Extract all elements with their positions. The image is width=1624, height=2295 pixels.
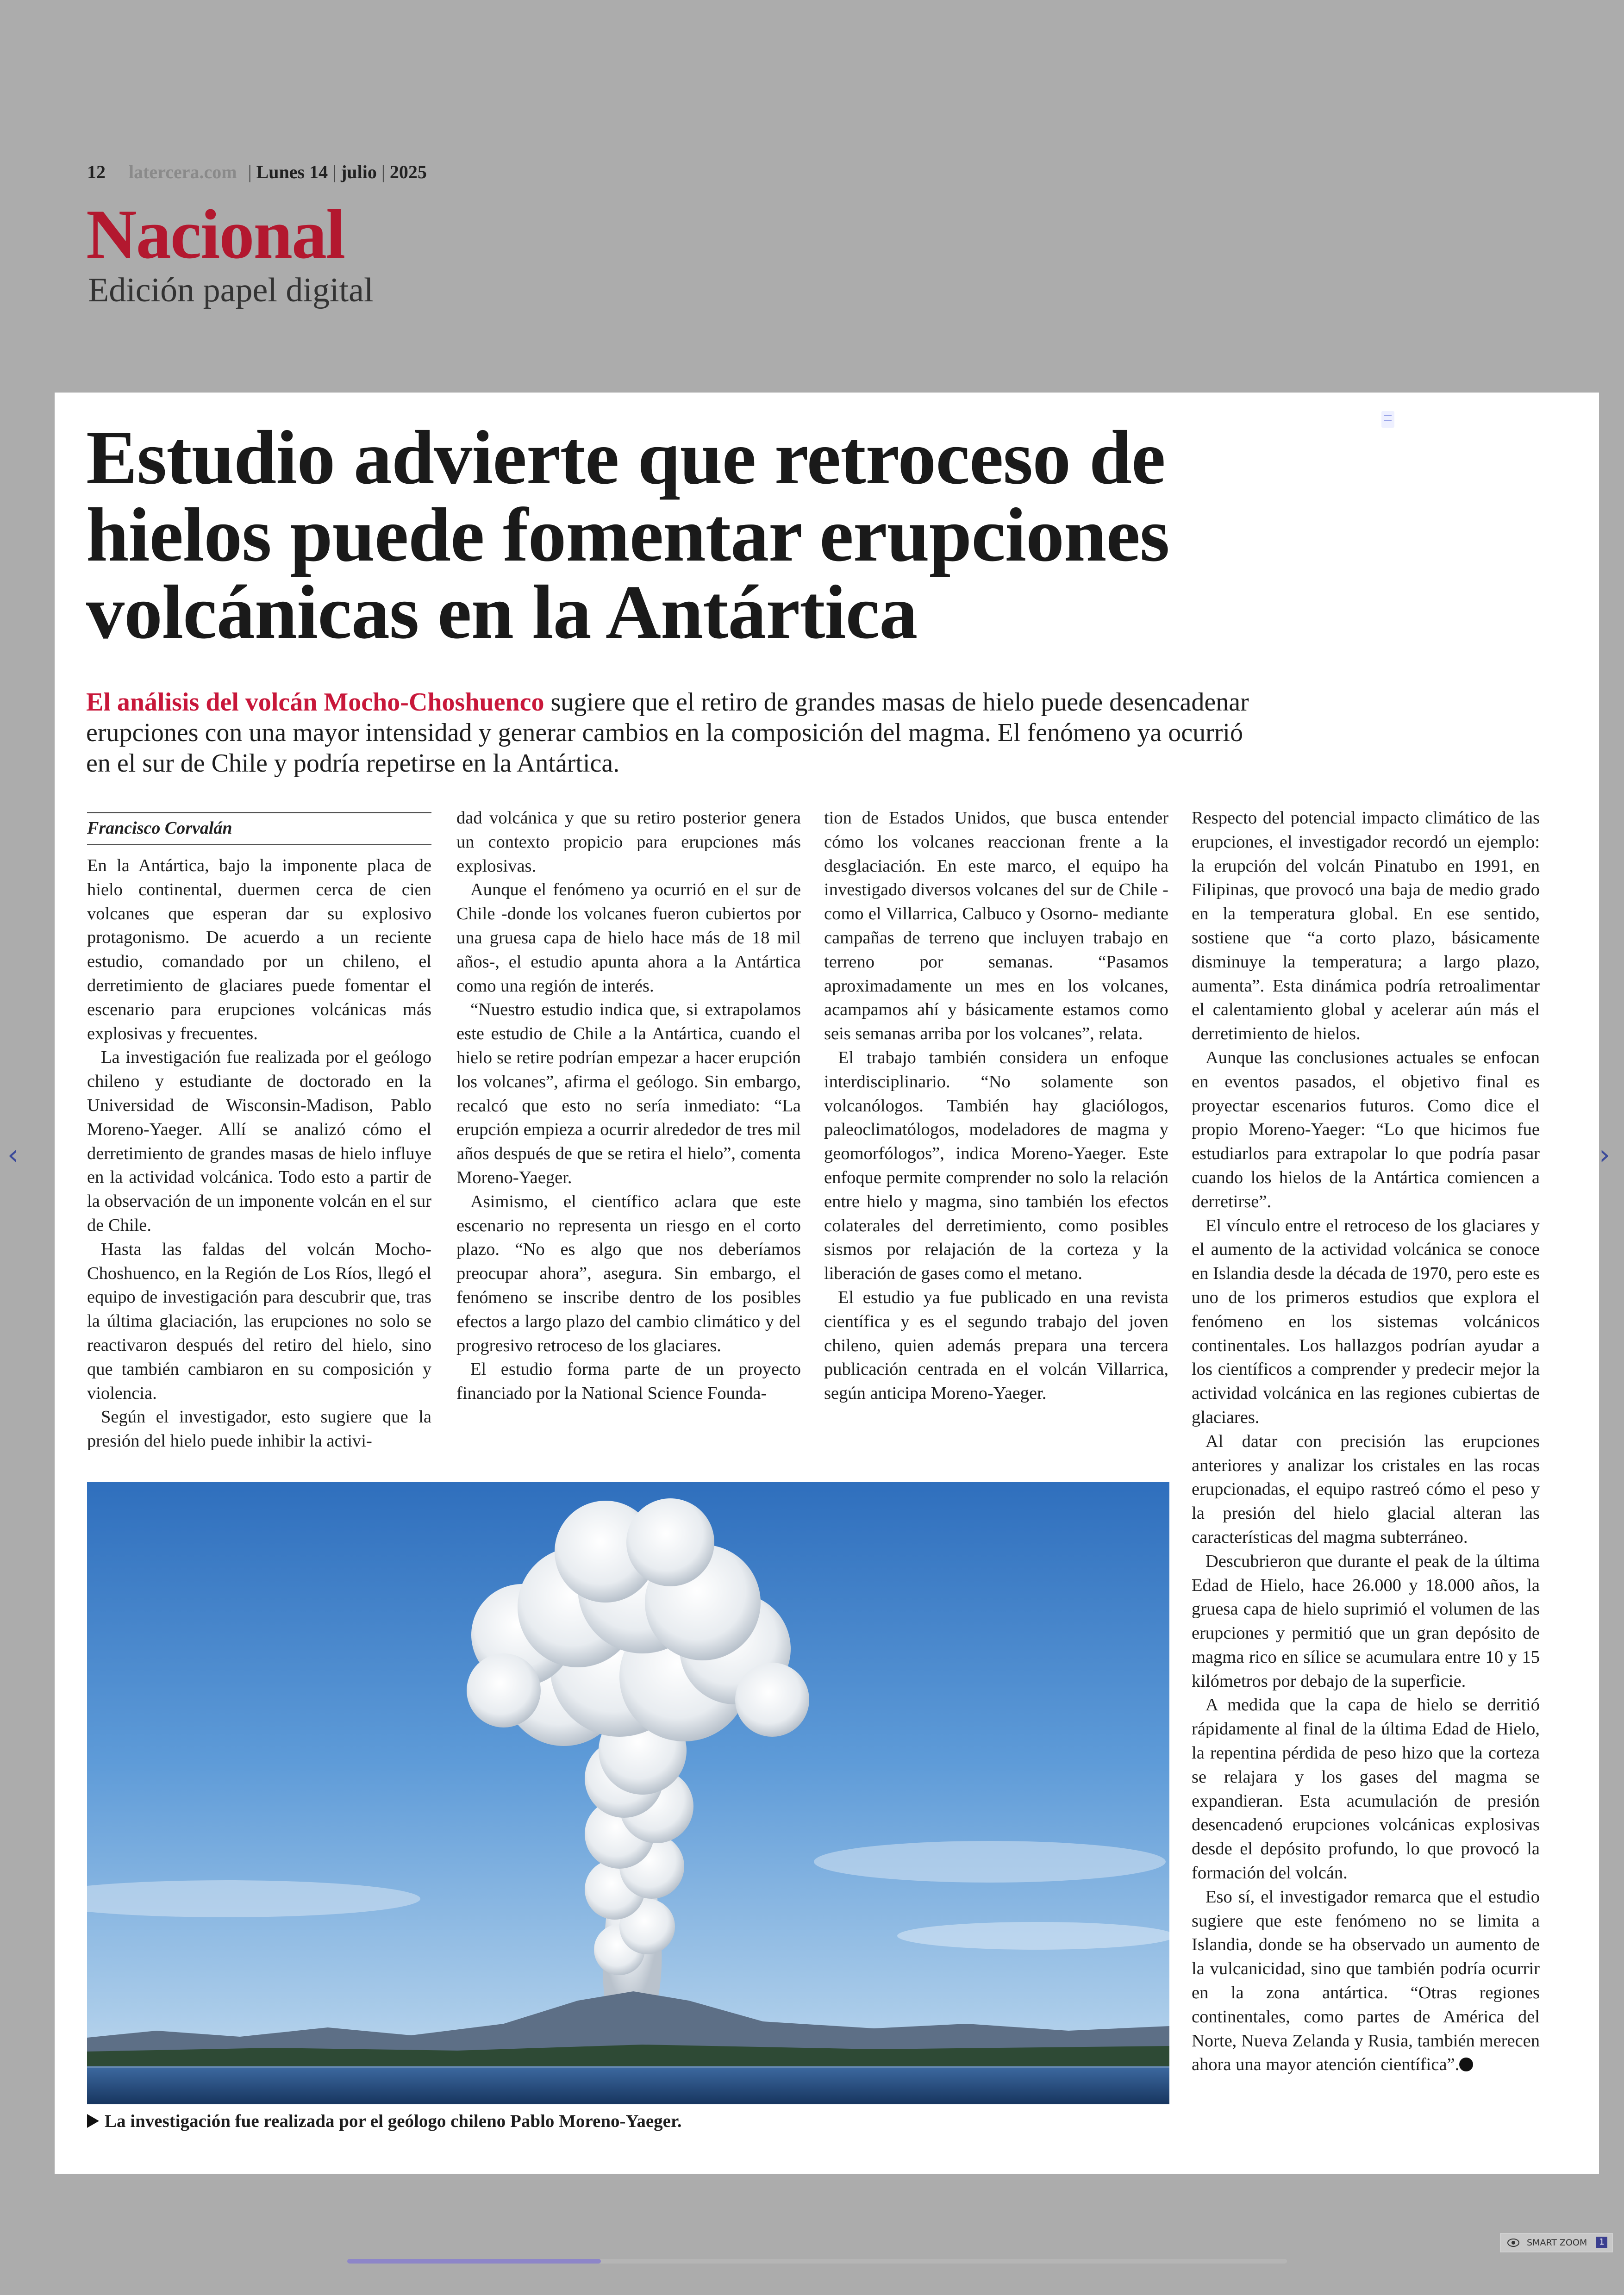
page-number: 12 [87,162,106,182]
article-column-3 [824,806,1168,1406]
issue-month: julio [341,162,377,182]
eye-icon [1507,2239,1519,2247]
paragraph: Según el investigador, esto sugiere que la presión del hielo puede inhibir la activi- [87,1407,431,1451]
page-folio: 12 latercera.com | Lunes 14 | julio | 2025 [87,162,427,182]
paragraph: tion de Estados Unidos, que busca entender cómo los volcanes reaccionan frente a la desglaciación. En este marco, el equipo ha investigado diversos volcanes del sur de Chile -como el Villarrica, Calbuco y Osorno- mediante campañas de terreno que incluyen trabajo en terreno por semanas. “Pasamos aproximadamente un mes en los volcanes, acampamos ahí y básicamente estamos como seis semanas arriba por los volcanes”, relata. [824,808,1168,1044]
progress-fill [347,2259,601,2264]
deck-kicker: El análisis del volcán Mocho-Choshuenco [86,688,544,717]
paragraph: El estudio ya fue publicado en una revista científica y es el segundo trabajo del joven chileno, quien además prepara una tercera publicación centrada en el volcán Villarrica, según anticipa Moreno-Yaeger. [824,1287,1168,1403]
paragraph-text: Eso sí, el investigador remarca que el estudio sugiere que este fenómeno no se limita a Islandia, donde se ha observado un aumento de la vulcanicidad, sino que también podría ocurrir en la zona antártica. “Otras regiones continentales, como partes de América del Norte, Nueva Zelanda y Rusia, también merecen ahora una mayor atención científica”. [1192,1887,1540,2075]
paragraph: Al datar con precisión las erupciones anteriores y analizar los cristales en las rocas erupcionadas, el equipo rastreó cómo el peso y la presión del hielo glacial alteran las características del magma subterráneo. [1192,1431,1540,1547]
paragraph: Descubrieron que durante el peak de la última Edad de Hielo, hace 26.000 y 18.000 años, la gruesa capa de hielo suprimió el volumen de las erupciones y permitió que un gran depósito de magma rico en sílice se acumulara entre 10 y 15 kilómetros por debajo de la superficie. [1192,1551,1540,1691]
caption-triangle-icon [87,2114,99,2128]
page-progress-bar[interactable] [347,2259,1287,2264]
paragraph: El vínculo entre el retroceso de los glaciares y el aumento de la actividad volcánica se conoce en Islandia desde la década de 1970, pero este es uno de los primeros estudios que explora el fenómeno en los sistemas volcánicos continentales. Los hallazgos podrían ayudar a los científicos a comprender y predecir mejor la actividad volcánica en las regiones cubiertas de glaciares. [1192,1216,1540,1427]
issue-day: Lunes 14 [256,162,328,182]
paragraph: dad volcánica y que su retiro posterior genera un contexto propicio para erupciones más explosivas. [456,808,801,876]
paragraph-last [1192,1885,1540,2077]
section-title: Nacional [86,195,345,273]
note-icon[interactable] [1381,411,1394,428]
paragraph: Hasta las faldas del volcán Mocho-Choshuenco, en la Región de Los Ríos, llegó el equipo de investigación para descubrir que, tras la última glaciación, las erupciones no solo se reactivaron después del retiro del hielo, sino que también cambiaron en su composición y violencia. [87,1239,431,1403]
paragraph: La investigación fue realizada por el geólogo chileno y estudiante de doctorado en la Universidad de Wisconsin-Madison, Pablo Moreno-Yaeger. Allí se analizó cómo el derretimiento de grandes masas de hielo influye en la actividad volcánica. Todo esto a partir de la observación de un imponente volcán en el sur de Chile. [87,1048,431,1235]
photo-caption [87,2111,681,2132]
article-byline: Francisco Corvalán [87,812,431,845]
caption-text: La investigación fue realizada por el geólogo chileno Pablo Moreno-Yaeger. [105,2111,682,2131]
paragraph: Respecto del potencial impacto climático de las erupciones, el investigador recordó un ejemplo: la erupción del volcán Pinatubo en 1991, en Filipinas, que provocó una baja de medio grado en la temperatura global. En ese sentido, sostiene que “a corto plazo, básicamente disminuye la temperatura; a largo plazo, aumenta”. Esta dinámica podría retroalimentar el calentamiento global y acelerar aún más el derretimiento de hielos. [1192,808,1540,1044]
article-column-4 [1192,806,1540,2077]
paragraph: A medida que la capa de hielo se derritió rápidamente al final de la última Edad de Hielo, la repentina pérdida de peso hizo que la corteza se relajara y los gases del magma se expandieran. Esta acumulación de presión desencadenó erupciones volcánicas explosivas desde el depósito profundo, lo que provocó la formación del volcán. [1192,1695,1540,1883]
end-mark [1459,2058,1473,2071]
site-name: latercera.com [129,162,237,182]
chevron-left-icon[interactable]: ‹ [7,1139,19,1171]
smart-zoom-button[interactable] [1500,2233,1613,2252]
page-indicator: 1 [1596,2237,1607,2248]
deck-text: sugiere que el retiro de grandes masas de hielo puede desencadenar erupciones con una mayor intensidad y generar cambios en la composición del magma. El fenómeno ya ocurrió en el sur de Chile y podría repetirse en la Antártica. [86,688,1249,778]
paragraph: Aunque las conclusiones actuales se enfocan en eventos pasados, el objetivo final es proyectar escenarios futuros. Como dice el propio Moreno-Yaeger: “Lo que hicimos fue estudiarlos para extrapolar lo que podría pasar cuando los hielos de la Antártica comiencen a derretirse”. [1192,1048,1540,1211]
smart-zoom-label: SMART ZOOM [1527,2238,1587,2248]
chevron-right-icon[interactable]: › [1599,1139,1610,1171]
paragraph: Aunque el fenómeno ya ocurrió en el sur de Chile -donde los volcanes fueron cubiertos por una gruesa capa de hielo hace más de 18 mil años-, el estudio apunta ahora a la Antártica como una región de interés. [456,880,801,996]
article-column-2 [456,806,801,1406]
paragraph: “Nuestro estudio indica que, si extrapolamos este estudio de Chile a la Antártica, cuando el hielo se retire podrían empezar a hacer erupción los volcanes”, afirma el geólogo. Sin embargo, recalcó que esto no sería inmediato: “La erupción empieza a ocurrir alrededor de tres mil años después de que se retira el hielo”, comenta Moreno-Yaeger. [456,1000,801,1187]
eruption-photo [87,1482,1169,2104]
issue-year: 2025 [389,162,427,182]
article-column-1 [87,854,431,1453]
article-headline: Estudio advierte que retroceso de hielos puede fomentar erupciones volcánicas en la Antártica [86,415,1169,655]
eruption-illustration [87,1482,1169,2104]
paragraph: Asimismo, el científico aclara que este escenario no representa un riesgo en el corto plazo. “No es algo que nos deberíamos preocupar ahora”, asegura. Sin embargo, el fenómeno se inscribe dentro de los posibles efectos a largo plazo del cambio climático y del progresivo retroceso de los glaciares. [456,1191,801,1355]
edition-label: Edición papel digital [88,271,374,309]
paragraph: El trabajo también considera un enfoque interdisciplinario. “No solamente son volcanólogos. También hay glaciólogos, paleoclimatólogos, modeladores de magma y geomorfólogos”, indica Moreno-Yaeger. Este enfoque permite comprender no solo la relación entre hielo y magma, sino también los efectos colaterales del derretimiento, como posibles sismos por relajación de la corteza y la liberación de gases como el metano. [824,1048,1168,1284]
paragraph: El estudio forma parte de un proyecto financiado por la National Science Founda- [456,1360,801,1403]
paragraph: En la Antártica, bajo la imponente placa de hielo continental, duermen cerca de cien volcanes que esperan dar su explosivo protagonismo. De acuerdo a un reciente estudio, comandado por un chileno, el derretimiento de glaciares puede fomentar el escenario para erupciones volcánicas más explosivas y frecuentes. [87,856,431,1043]
article-deck [86,687,1271,779]
